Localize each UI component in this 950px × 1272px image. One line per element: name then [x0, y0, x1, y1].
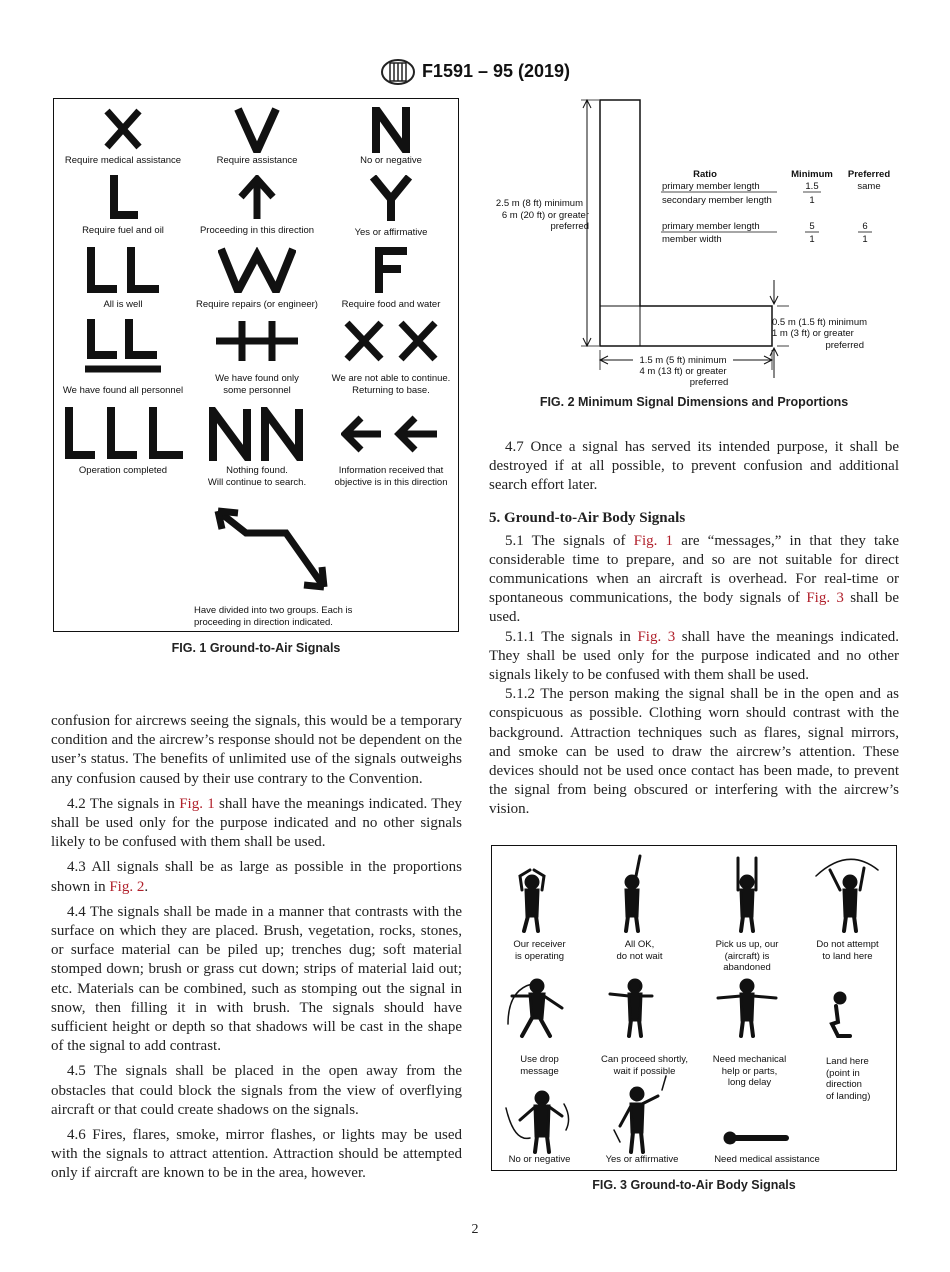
fig3-link[interactable]: Fig. 3	[806, 590, 844, 607]
figure-drop-message	[508, 980, 562, 1036]
figure-2-caption: FIG. 2 Minimum Signal Dimensions and Proportions	[539, 395, 849, 409]
figure-no-negative	[506, 1092, 569, 1152]
paragraph-4-5: 4.5 The signals shall be placed in the open away from the obstacles that could block the signals from the view of overflying aircraft or that could create shadows on the signals.	[51, 1063, 462, 1118]
paragraph-5-1-1: 5.1.1 The signals in Fig. 3 shall have the meanings indicated. They shall be used only for the purpose indicated and no other signals likely to be confused with them shall be used.	[489, 628, 899, 684]
figure-receiver-operating	[520, 870, 544, 931]
r1-preferred: same	[857, 181, 881, 192]
width-label-2: 1 m (3 ft) or greater	[772, 328, 854, 339]
height-label-1: 2.5 m (8 ft) minimum	[495, 198, 583, 209]
paragraph-continued: confusion for aircrews seeing the signals, this would be a temporary condition and the aircrew’s response should not be dependent on the user’s status. The benefits of unlimited use of the signals outweighs any confusion caused by their use contrary to the Convention.	[51, 713, 462, 787]
arrow-up-icon	[237, 175, 277, 219]
base-label-2: 4 m (13 ft) or greater	[639, 366, 727, 377]
figure-2-diagram	[489, 94, 899, 390]
signal-unable-continue: We are not able to continue. Returning to base.	[328, 317, 454, 397]
signal-all-is-well: All is well	[60, 247, 186, 311]
signal-require-assistance: Require assistance	[194, 107, 320, 167]
body-caption-7: Need mechanical help or parts, long delay	[712, 1054, 787, 1088]
body-signal-figures	[492, 846, 895, 1169]
w-symbol-icon	[218, 247, 296, 293]
body-caption-9: No or negative	[508, 1154, 571, 1165]
figure-3-caption: FIG. 3 Ground-to-Air Body Signals	[592, 1178, 796, 1192]
figure-proceed-shortly	[610, 980, 652, 1036]
figure-3-panel	[491, 845, 897, 1171]
right-column-text	[489, 438, 899, 820]
ll-underlined-symbol-icon	[83, 317, 163, 375]
r2-pref-num: 6	[862, 221, 868, 232]
section-5-heading: 5. Ground-to-Air Body Signals	[489, 509, 686, 526]
paragraph-4-3: 4.3 All signals shall be as large as possible in the proportions shown in Fig. 2.	[51, 859, 462, 895]
signal-yes-affirmative: Yes or affirmative	[328, 175, 454, 239]
width-label-1: 0.5 m (1.5 ft) minimum	[772, 317, 868, 328]
figure-1-caption: FIG. 1 Ground-to-Air Signals	[171, 641, 341, 655]
height-label-2: 6 m (20 ft) or greater	[501, 210, 589, 221]
body-caption-6: Can proceed shortly, wait if possible	[601, 1054, 688, 1077]
minimum-header: Minimum	[791, 169, 833, 180]
body-caption-8: Land here (point in direction of landing)	[826, 1056, 871, 1102]
f-symbol-icon	[373, 247, 409, 293]
ll-symbol-icon	[85, 247, 161, 293]
signal-divided-groups: Have divided into two groups. Each is proceeding in direction indicated.	[194, 503, 374, 629]
split-arrows-icon	[212, 503, 332, 599]
signal-information-received: Information received that objective is in this direction	[328, 407, 454, 489]
body-caption-11: Need medical assistance	[714, 1154, 820, 1165]
signal-require-medical: Require medical assistance	[60, 107, 186, 167]
width-label-3: preferred	[825, 340, 864, 351]
r2-pref-den: 1	[862, 234, 868, 245]
double-cross-symbol-icon	[214, 317, 300, 363]
xx-symbol-icon	[343, 317, 439, 363]
preferred-header: Preferred	[847, 169, 891, 180]
x-symbol-icon	[101, 107, 145, 151]
lll-symbol-icon	[61, 407, 185, 461]
signal-found-all-personnel: We have found all personnel	[60, 317, 186, 397]
r1-denominator: secondary member length	[662, 195, 772, 206]
page-header	[0, 58, 950, 86]
r2-numerator: primary member length	[662, 221, 760, 232]
r1-numerator: primary member length	[662, 181, 760, 192]
body-caption-2: All OK, do not wait	[616, 939, 663, 962]
figure-all-ok	[626, 856, 640, 931]
fig2-link[interactable]: Fig. 2	[109, 878, 145, 895]
document-designation: F1591 – 95 (2019)	[421, 60, 571, 81]
astm-logo-icon	[380, 58, 416, 86]
y-symbol-icon	[369, 175, 413, 221]
ratio-header: Ratio	[693, 169, 717, 180]
figure-need-mechanical	[718, 980, 776, 1036]
signal-require-fuel: Require fuel and oil	[60, 175, 186, 237]
body-caption-10: Yes or affirmative	[605, 1154, 679, 1165]
double-left-arrow-icon	[341, 407, 441, 461]
base-label-3: preferred	[689, 377, 729, 388]
signal-require-food: Require food and water	[328, 247, 454, 311]
fig1-link[interactable]: Fig. 1	[179, 795, 215, 812]
signal-nothing-found: Nothing found. Will continue to search.	[194, 407, 320, 489]
fig3-link-2[interactable]: Fig. 3	[637, 628, 676, 645]
l-symbol-icon	[108, 175, 138, 219]
v-symbol-icon	[233, 107, 281, 153]
n-symbol-icon	[371, 107, 411, 153]
r2-min-den: 1	[809, 234, 815, 245]
figure-yes-affirmative	[614, 1076, 666, 1152]
r2-denominator: member width	[662, 234, 722, 245]
signal-require-repairs: Require repairs (or engineer)	[194, 247, 320, 311]
paragraph-5-1: 5.1 The signals of Fig. 1 are “messages,” in that they take considerable time to prepare, and so are not suitable for direct communications when an aircraft is overhead. For real-time or spontaneous communications, the body signals of Fig. 3 shall be used.	[489, 532, 899, 626]
page-number: 2	[471, 1222, 479, 1237]
nn-symbol-icon	[207, 407, 307, 461]
body-caption-4: Do not attempt to land here	[816, 939, 879, 962]
signal-proceeding-direction: Proceeding in this direction	[194, 175, 320, 237]
paragraph-4-4: 4.4 The signals shall be made in a manner that contrasts with the surface on which they are placed. Brush, vegetation, rocks, stones, or surface material can be piled up; trenches dug; soft material stomped down; brush or grass cut down; strips of material laid out; etc. Materials can be combined, such as stomping out the signal in snow, then filling it in with brush. The signals should have sufficient height or depth so that shadows will be cast in the shape of the signal to add contrast.	[51, 903, 462, 1055]
body-caption-5: Use drop message	[520, 1054, 559, 1077]
paragraph-4-2: 4.2 The signals in Fig. 1 shall have the meanings indicated. They shall be used only for the purpose indicated and no other signals likely to be confused with them shall be used.	[51, 795, 463, 851]
body-caption-1: Our receiver is operating	[513, 939, 566, 962]
signal-no-negative: No or negative	[328, 107, 454, 167]
r2-min-num: 5	[809, 221, 815, 232]
paragraph-4-7: 4.7 Once a signal has served its intended purpose, it shall be destroyed if at all possible, to prevent confusion and additional search effort later.	[489, 439, 899, 494]
fig1-link-2[interactable]: Fig. 1	[633, 532, 674, 549]
figure-need-medical	[725, 1133, 786, 1143]
figure-land-here	[832, 993, 850, 1036]
body-caption-3: Pick us up, our (aircraft) is abandoned	[715, 939, 779, 973]
r1-min-num: 1.5	[805, 181, 819, 192]
paragraph-5-1-2: 5.1.2 The person making the signal shall be in the open and as conspicuous as possible. Clothing worn should contrast with the background. Attraction techniques such as flares, signal mirrors, and smoke can be used to draw the aircrew’s attention. These devices should not be used once contact has been made, to prevent the signal from being obscured or interfering with the aircrew’s vision.	[489, 686, 899, 818]
figure-1-panel	[53, 98, 459, 632]
paragraph-4-6: 4.6 Fires, flares, smoke, mirror flashes, or lights may be used with the signals to attract attention. Attraction should be attempted only if aircraft are known to be in the area, however.	[51, 1127, 462, 1182]
signal-found-some-personnel: We have found only some personnel	[194, 317, 320, 397]
figure-do-not-land	[816, 859, 878, 931]
base-label-1: 1.5 m (5 ft) minimum	[639, 355, 727, 366]
r1-min-den: 1	[809, 195, 815, 206]
height-label-3: preferred	[550, 221, 589, 232]
figure-pick-us-up	[738, 858, 756, 931]
left-column-text	[51, 712, 462, 1184]
signal-operation-completed: Operation completed	[56, 407, 190, 477]
